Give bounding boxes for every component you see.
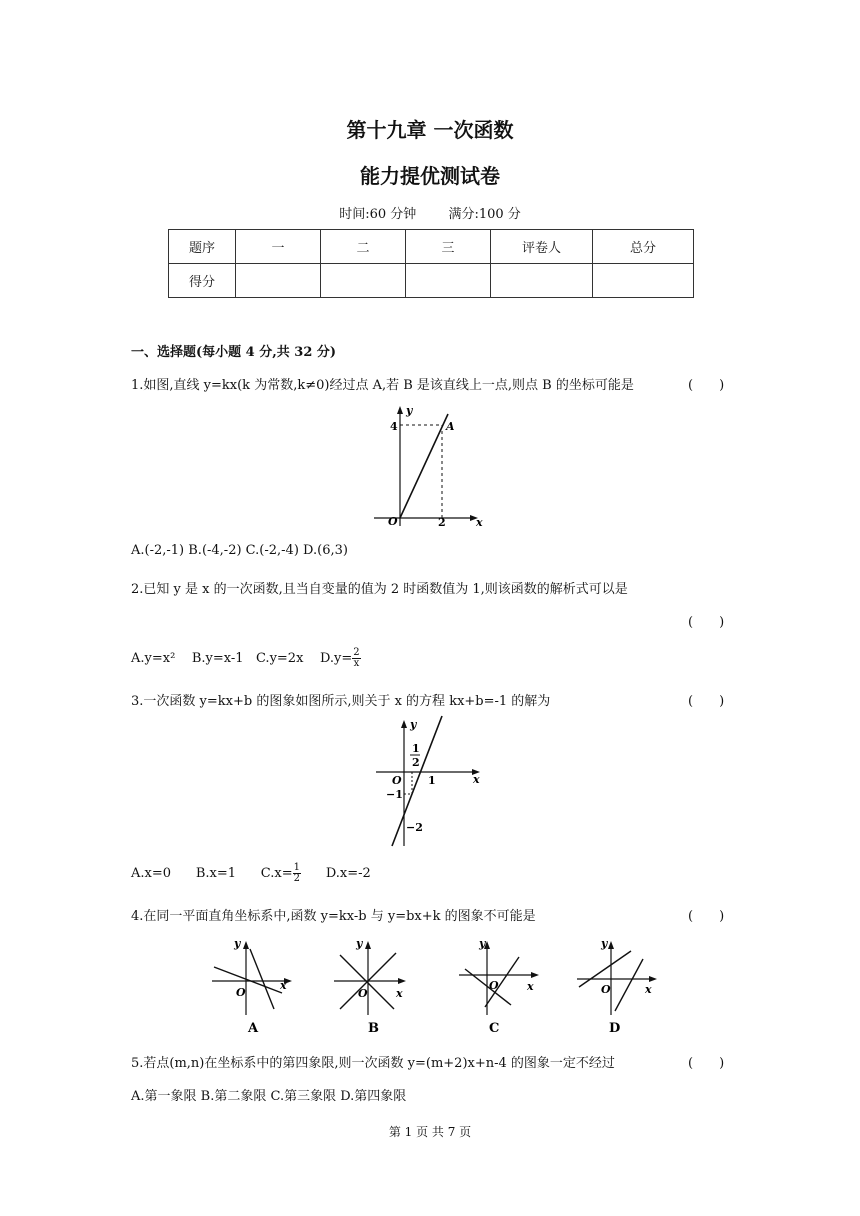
x-label: x [645, 983, 652, 996]
q4-figure-a [208, 935, 298, 1035]
section-title: 一、选择题(每小题 4 分,共 32 分) [131, 345, 337, 360]
question-2-text: 2.已知 y 是 x 的一次函数,且当自变量的值为 2 时函数值为 1,则该函数的解析式可以是 [131, 582, 628, 597]
page-number: 第 1 页 共 7 页 [388, 1125, 472, 1139]
y-label: y [356, 937, 363, 950]
table-cell: 二 [321, 230, 406, 264]
score-table-header-row [169, 230, 694, 264]
option-a: A.x=0 [131, 866, 172, 881]
y-axis-arrow [397, 406, 403, 414]
test-subtitle: 能力提优测试卷 [360, 164, 500, 188]
score-input-cell[interactable] [491, 264, 593, 298]
score-input-cell[interactable] [236, 264, 321, 298]
y-label: y [410, 718, 417, 731]
question-2-options [131, 648, 361, 669]
question-3-text: 3.一次函数 y=kx+b 的图象如图所示,则关于 x 的方程 kx+b=-1 的解为 [131, 694, 551, 709]
option-b: B.y=x-1 [191, 651, 244, 666]
option-a: A.y=x² [131, 651, 176, 666]
x-label: x [280, 979, 287, 992]
option-c: C.x= [260, 866, 293, 881]
graph-line [250, 949, 274, 1009]
origin-label: O [489, 979, 499, 992]
x-label: x [396, 987, 403, 1000]
tick-label: 2 [412, 756, 420, 769]
score-input-cell[interactable] [406, 264, 491, 298]
denominator: x [353, 658, 360, 669]
q4-figure-c [455, 935, 545, 1035]
answer-paren[interactable]: ( ) [688, 615, 725, 630]
question-3-options [131, 863, 371, 884]
answer-paren[interactable]: ( ) [688, 1056, 725, 1071]
tick-label: 1 [412, 742, 420, 755]
option-label: C [489, 1021, 500, 1035]
chapter-title: 第十九章 一次函数 [346, 118, 514, 142]
option-b: B.x=1 [195, 866, 236, 881]
tick-label: −2 [406, 821, 423, 834]
fraction [352, 648, 360, 669]
numerator: 1 [293, 862, 301, 873]
option-label: A [248, 1021, 259, 1035]
x-label: x [473, 773, 480, 786]
origin-label: O [358, 987, 368, 1000]
table-cell: 总分 [593, 230, 694, 264]
origin-label: O [392, 774, 402, 787]
time-limit: 时间:60 分钟 [339, 207, 417, 222]
tick-label: −1 [386, 788, 403, 801]
table-cell: 评卷人 [491, 230, 593, 264]
option-label: D [609, 1021, 621, 1035]
graph-line [579, 951, 631, 987]
answer-paren[interactable]: ( ) [688, 909, 725, 924]
x-label: x [527, 980, 534, 993]
y-label: y [406, 404, 413, 417]
tick-label: 4 [390, 420, 398, 433]
q3-figure [370, 714, 490, 850]
origin-label: O [236, 986, 246, 999]
table-cell: 一 [236, 230, 321, 264]
answer-paren[interactable]: ( ) [688, 694, 725, 709]
q4-figure-d [573, 935, 663, 1035]
table-cell: 得分 [169, 264, 236, 298]
score-table-score-row [169, 264, 694, 298]
option-label: B [368, 1021, 379, 1035]
score-input-cell[interactable] [593, 264, 694, 298]
y-axis-arrow [401, 720, 407, 728]
full-score: 满分:100 分 [448, 207, 521, 222]
answer-paren[interactable]: ( ) [688, 378, 725, 393]
tick-label: 2 [438, 516, 446, 529]
origin-label: O [601, 983, 611, 996]
graph-line [214, 967, 282, 993]
question-4-text: 4.在同一平面直角坐标系中,函数 y=kx-b 与 y=bx+k 的图象不可能是 [131, 909, 536, 924]
option-c: C.y=2x [255, 651, 304, 666]
graph-line [615, 959, 643, 1011]
x-label: x [476, 516, 483, 529]
question-1-options: A.(-2,-1) B.(-4,-2) C.(-2,-4) D.(6,3) [131, 543, 348, 558]
score-table [168, 229, 694, 298]
table-cell: 三 [406, 230, 491, 264]
y-label: y [601, 937, 608, 950]
table-cell: 题序 [169, 230, 236, 264]
q4-figure-b [330, 935, 420, 1035]
y-label: y [234, 937, 241, 950]
point-a-label: A [446, 420, 455, 433]
question-1-text: 1.如图,直线 y=kx(k 为常数,k≠0)经过点 A,若 B 是该直线上一点,则点 B 的坐标可能是 [131, 378, 634, 393]
denominator: 2 [293, 873, 301, 884]
exam-meta [0, 203, 860, 222]
question-5-options: A.第一象限 B.第二象限 C.第三象限 D.第四象限 [131, 1089, 407, 1104]
score-input-cell[interactable] [321, 264, 406, 298]
origin-label: O [388, 515, 398, 528]
line-y-kx [400, 414, 448, 518]
question-5-text: 5.若点(m,n)在坐标系中的第四象限,则一次函数 y=(m+2)x+n-4 的图象一定不经过 [131, 1056, 615, 1071]
fraction [293, 863, 301, 884]
y-label: y [479, 937, 486, 950]
q1-figure [368, 400, 488, 530]
tick-label: 1 [428, 774, 436, 787]
option-d: D.y= [319, 651, 353, 666]
option-d: D.x=-2 [325, 866, 371, 881]
numerator: 2 [353, 647, 360, 658]
